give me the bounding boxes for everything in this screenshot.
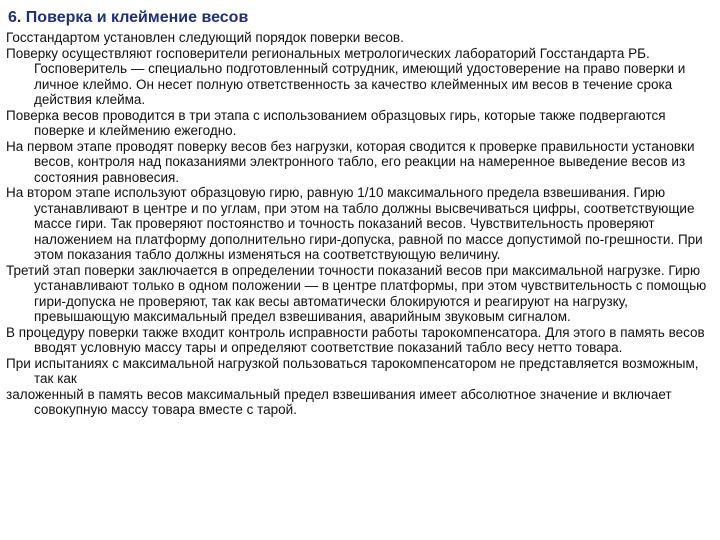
paragraph-three-stages: Поверка весов проводится в три этапа с использованием образцовых гирь, которые также подвергаются поверке и клеймению ежегодно. [6, 107, 666, 138]
paragraph-procedure-intro: Госстандартом установлен следующий порядок поверки весов. [6, 30, 404, 45]
slide-body [6, 30, 712, 418]
paragraph-tare-compensator: В процедуру поверки также входит контроль исправности работы тарокомпенсатора. Для этого в память весов вводят условную массу тары и определяют соответствие показаний табло весу нетто товара. [6, 324, 705, 355]
paragraph-stage-two: На втором этапе используют образцовую гирю, равную 1/10 максимального предела взвешивания. Гирю устанавливают в центре и по углам, при этом на табло должны высвечиваться цифры, соответствующие массе гири. Так проверяют постоянство и точность показаний весов. Чувствительность проверяют наложением на платформу дополнительно гири-допуска, равной по массе допустимой по-грешности. При этом показания табло должны изменяться на соответствующую величину. [6, 185, 703, 262]
paragraph-stage-three: Третий этап поверки заключается в определении точности показаний весов при максимальной нагрузке. Гирю устанавливают только в одном положении — в центре платформы, при этом чувствительность с помощью гири-допуска не проверяют, так как весы автоматически блокируются и реагируют на нагрузку, превышающую максимальный предел взвешивания, аварийным звуковым сигналом. [6, 262, 707, 324]
paragraph-max-load-tests: При испытаниях с максимальной нагрузкой пользоваться тарокомпенсатором не представляется возможным, так как [6, 355, 699, 386]
paragraph-stage-one: На первом этапе проводят поверку весов без нагрузки, которая сводится к проверке правильности установки весов, контроля над показаниями электронного табло, его реакции на намеренное выведение весов из состояния равновесия. [6, 138, 695, 185]
slide-title: 6. Поверка и клеймение весов [8, 9, 249, 26]
paragraph-max-limit: заложенный в память весов максимальный предел взвешивания имеет абсолютное значение и включает совокупную массу товара вместе с тарой. [6, 386, 672, 417]
paragraph-verifiers: Поверку осуществляют госповерители региональных метрологических лабораторий Госстандарта РБ. Госповеритель — специально подготовленный сотрудник, имеющий удостоверение на право поверки и личное клеймо. Он несет полную ответственность за качество клейменных им весов в течение срока действия клейма. [6, 45, 686, 107]
